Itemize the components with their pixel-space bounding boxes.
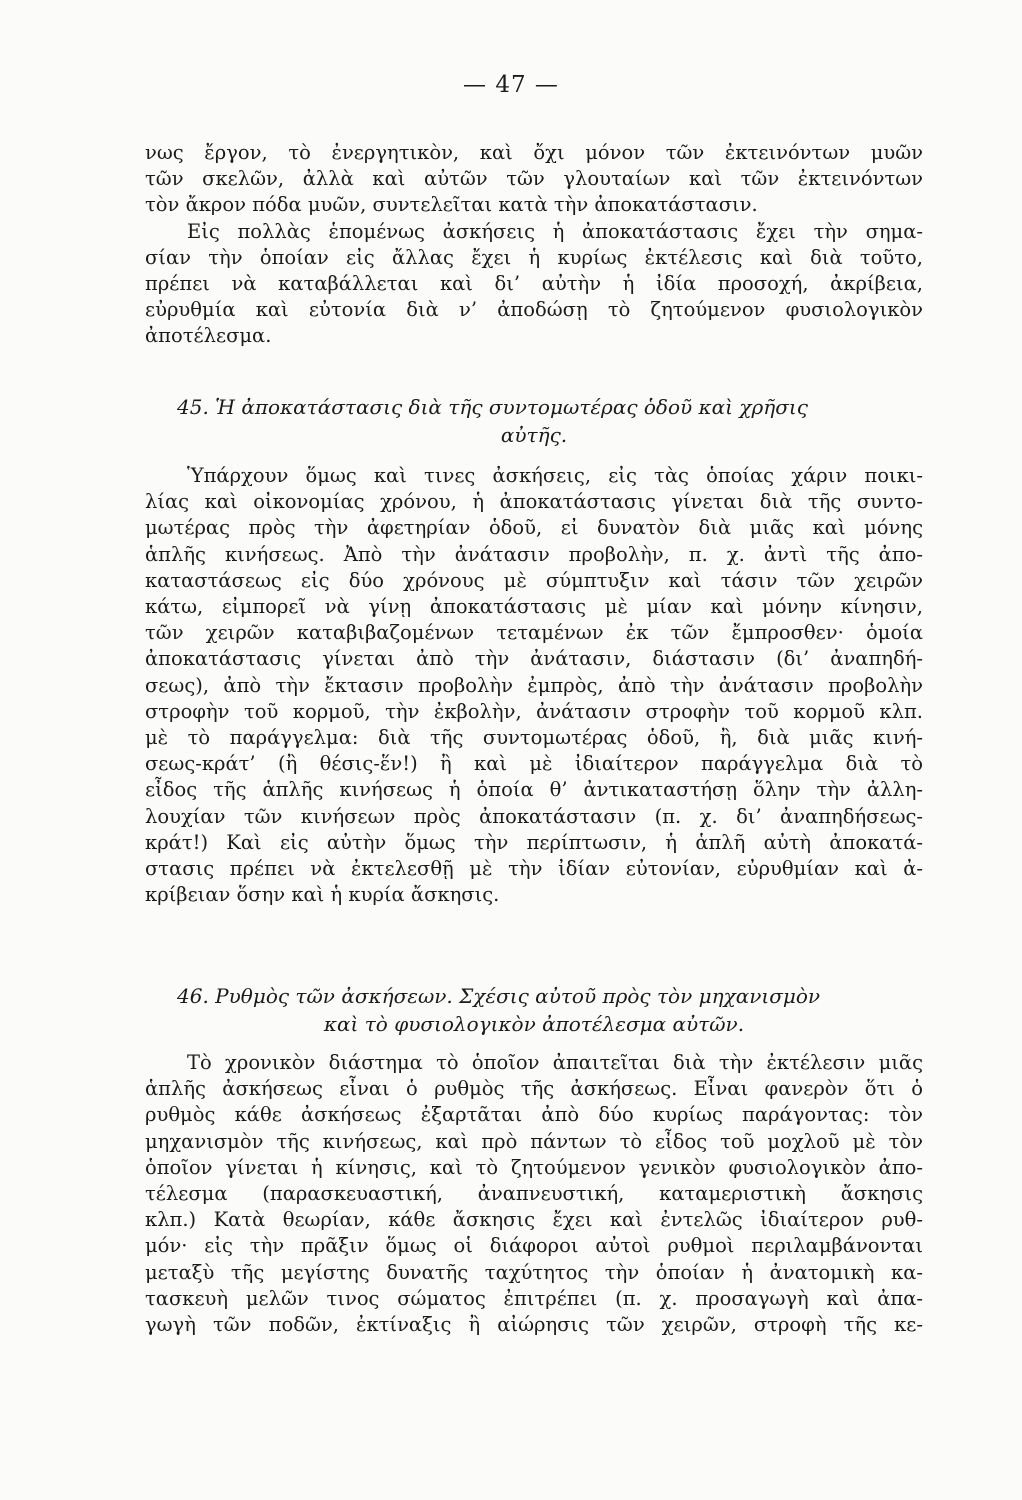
section-46-title-line2: καὶ τὸ φυσιολογικὸν ἀποτέλεσμα αὐτῶν.	[323, 1012, 745, 1036]
section-45-text	[145, 463, 923, 908]
text-line: ἁπλῆς ἀσκήσεως εἶναι ὁ ρυθμὸς τῆς ἀσκήσεως. Εἶναι φανερὸν ὅτι ὁ	[145, 1077, 923, 1101]
text-line: σίαν τὴν ὁποίαν εἰς ἄλλας ἔχει ἡ κυρίως ἐκτέλεσις καὶ διὰ τοῦτο,	[145, 245, 923, 269]
text-line: μεταξὺ τῆς μεγίστης δυνατῆς ταχύτητος τὴν ὁποίαν ἡ ἀνατομικὴ κα-	[145, 1260, 923, 1284]
text-line: κρίβειαν ὅσην καὶ ἡ κυρία ἄσκησις.	[145, 883, 500, 907]
text-line: ἁπλῆς κινήσεως. Ἀπὸ τὴν ἀνάτασιν προβολὴν, π. χ. ἀντὶ τῆς ἀπο-	[145, 542, 923, 566]
section-46-title-line1: Ρυθμὸς τῶν ἀσκήσεων. Σχέσις αὐτοῦ πρὸς τὸν μηχανισμὸν	[215, 984, 821, 1008]
text-line: Τὸ χρονικὸν διάστημα τὸ ὁποῖον ἀπαιτεῖται διὰ τὴν ἐκτέλεσιν μιᾶς	[187, 1051, 923, 1074]
text-line: ὁποῖον γίνεται ἡ κίνησις, καὶ τὸ ζητούμενον γενικὸν φυσιολογικὸν ἀπο-	[145, 1155, 923, 1179]
section-46-text	[145, 1050, 923, 1338]
text-line: ἀποκατάστασις γίνεται ἀπὸ τὴν ἀνάτασιν, διάστασιν (δι’ ἀναπηδή-	[145, 647, 923, 671]
text-line: στροφὴν τοῦ κορμοῦ, τὴν ἐκβολὴν, ἀνάτασιν στροφὴν τοῦ κορμοῦ κλπ.	[145, 699, 923, 723]
text-line: σεως-κράτ’ (ἢ θέσις-ἕν!) ἢ καὶ μὲ ἰδιαίτερον παράγγελμα διὰ τὸ	[145, 752, 923, 776]
text-line: κράτ!) Καὶ εἰς αὐτὴν ὅμως τὴν περίπτωσιν, ἡ ἁπλῆ αὐτὴ ἀποκατά-	[145, 830, 923, 854]
text-line: στασις πρέπει νὰ ἐκτελεσθῇ μὲ τὴν ἰδίαν εὐτονίαν, εὐρυθμίαν καὶ ἀ-	[145, 857, 923, 881]
section-46-number: 46.	[177, 984, 209, 1008]
text-line: μόν· εἰς τὴν πρᾶξιν ὅμως οἱ διάφοροι αὐτοὶ ρυθμοὶ περιλαμβάνονται	[145, 1234, 923, 1258]
text-line: καταστάσεως εἰς δύο χρόνους μὲ σύμπτυξιν καὶ τάσιν τῶν χειρῶν	[145, 568, 923, 592]
intro-text	[145, 140, 923, 350]
text-line: μωτέρας πρὸς τὴν ἀφετηρίαν ὁδοῦ, εἰ δυνατὸν διὰ μιᾶς καὶ μόνης	[145, 516, 923, 540]
text-line: γωγὴ τῶν ποδῶν, ἐκτίναξις ἢ αἰώρησις τῶν χειρῶν, στροφὴ τῆς κε-	[145, 1313, 923, 1337]
text-line: Εἰς πολλὰς ἑπομένως ἀσκήσεις ἡ ἀποκατάστασις ἔχει τὴν σημα-	[187, 219, 923, 243]
text-line: κάτω, εἰμπορεῖ νὰ γίνῃ ἀποκατάστασις μὲ μίαν καὶ μόνην κίνησιν,	[145, 595, 923, 619]
text-line: τῶν χειρῶν καταβιβαζομένων τεταμένων ἐκ τῶν ἔμπροσθεν· ὁμοία	[145, 621, 923, 645]
text-line: Ὑπάρχουν ὅμως καὶ τινες ἀσκήσεις, εἰς τὰς ὁποίας χάριν ποικι-	[187, 464, 923, 487]
text-line: εὐρυθμία καὶ εὐτονία διὰ ν’ ἀποδώσῃ τὸ ζητούμενον φυσιολογικὸν	[145, 298, 923, 322]
text-line: μὲ τὸ παράγγελμα: διὰ τῆς συντομωτέρας ὁδοῦ, ἢ, διὰ μιᾶς κινή-	[145, 726, 923, 750]
section-45-heading	[145, 393, 923, 449]
text-line: λουχίαν τῶν κινήσεων πρὸς ἀποκατάστασιν (π. χ. δι’ ἀναπηδήσεως-	[145, 804, 923, 828]
text-line: σεως), ἀπὸ τὴν ἔκτασιν προβολὴν ἐμπρὸς, ἀπὸ τὴν ἀνάτασιν προβολὴν	[145, 673, 923, 697]
text-line: εἶδος τῆς ἁπλῆς κινήσεως ἡ ὁποία θ’ ἀντικαταστήσῃ ὅλην τὴν ἀλλη-	[145, 778, 923, 802]
text-line: πρέπει νὰ καταβάλλεται καὶ δι’ αὐτὴν ἡ ἰδία προσοχή, ἀκρίβεια,	[145, 272, 923, 296]
section-45-title-line1: Ἡ ἀποκατάστασις διὰ τῆς συντομωτέρας ὁδοῦ καὶ χρῆσις	[215, 395, 808, 419]
section-45-title-line2: αὐτῆς.	[500, 423, 568, 447]
text-line: κλπ.) Κατὰ θεωρίαν, κάθε ἄσκησις ἔχει καὶ ἐντελῶς ἰδιαίτερον ρυθ-	[145, 1208, 923, 1232]
text-line: τῶν σκελῶν, ἀλλὰ καὶ αὐτῶν τῶν γλουταίων καὶ τῶν ἐκτεινόντων	[145, 167, 923, 191]
text-line: τέλεσμα (παρασκευαστική, ἀναπνευστική, καταμεριστικὴ ἄσκησις	[145, 1182, 923, 1206]
text-line: τασκευὴ μελῶν τινος σώματος ἐπιτρέπει (π. χ. προσαγωγὴ καὶ ἀπα-	[145, 1286, 923, 1310]
text-line: λίας καὶ οἰκονομίας χρόνου, ἡ ἀποκατάστασις γίνεται διὰ τῆς συντο-	[145, 490, 923, 514]
text-line: μηχανισμὸν τῆς κινήσεως, καὶ πρὸ πάντων τὸ εἶδος τοῦ μοχλοῦ μὲ τὸν	[145, 1129, 923, 1153]
text-line: ἀποτέλεσμα.	[145, 324, 272, 348]
section-46-heading	[145, 982, 923, 1038]
section-45-number: 45.	[177, 395, 209, 419]
text-line: τὸν ἄκρον πόδα μυῶν, συντελεῖται κατὰ τὴν ἀποκατάστασιν.	[145, 193, 758, 217]
text-line: ρυθμὸς κάθε ἀσκήσεως ἐξαρτᾶται ἀπὸ δύο κυρίως παράγοντας: τὸν	[145, 1103, 923, 1127]
text-line: νως ἔργον, τὸ ἐνεργητικὸν, καὶ ὄχι μόνον τῶν ἐκτεινόντων μυῶν	[145, 141, 923, 164]
page-number: — 47 —	[463, 72, 559, 98]
